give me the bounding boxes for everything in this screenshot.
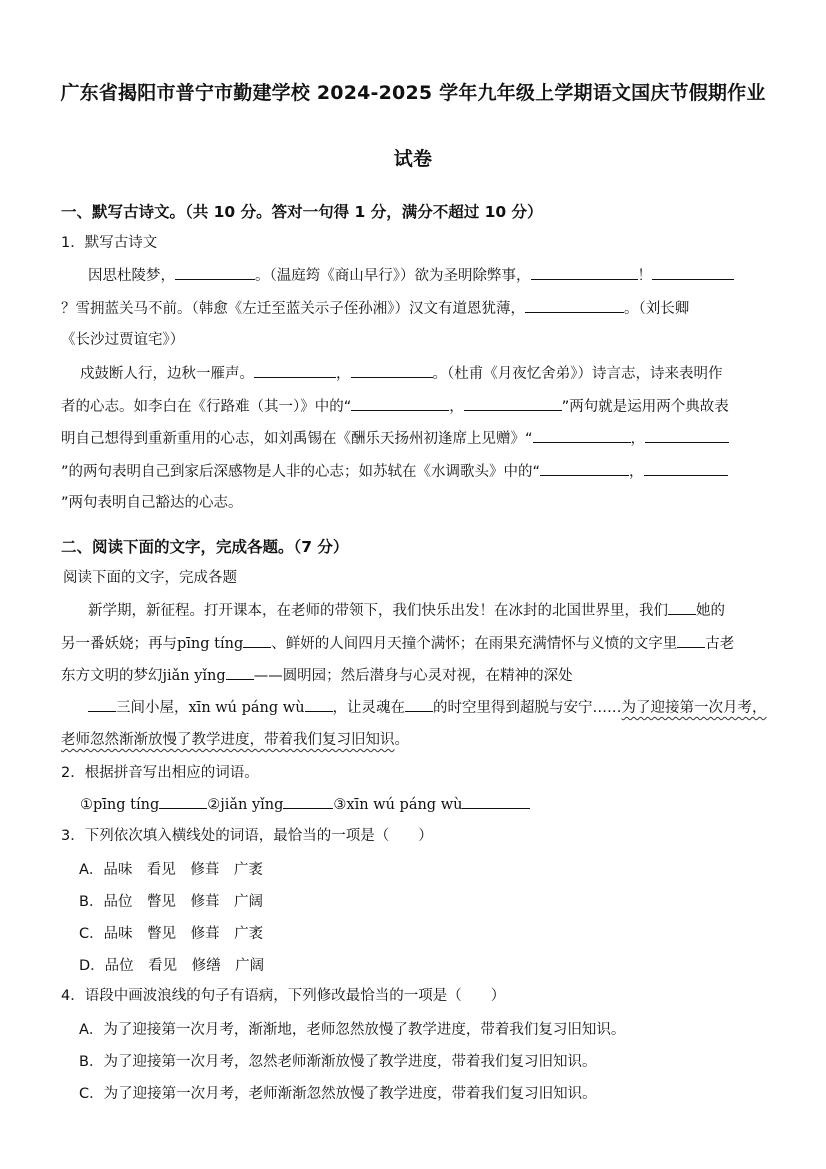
answer-blank[interactable] xyxy=(351,363,433,378)
question-3-label: 3．下列依次填入横线处的词语，最恰当的一项是（ ） xyxy=(61,828,433,844)
poem-line-1: 因思杜陵梦， 。（温庭筠《商山早行》）欲为圣明除弊事， ！ xyxy=(88,265,734,286)
question-1-label: 1．默写古诗文 xyxy=(61,235,158,251)
reading-line-2: 另一番妖娆；再与pīng tíng 、鲜妍的人间四月天撞个满怀；在雨果充满情怀与义愤的文字里 古老 xyxy=(61,633,734,654)
wavy-underlined-sentence: 为了迎接第一次月考， xyxy=(621,700,767,716)
section-1-heading: 一、默写古诗文。（共 10 分。答对一句得 1 分，满分不超过 10 分） xyxy=(61,203,543,221)
document-title: 广东省揭阳市普宁市勤建学校 2024-2025 学年九年级上学期语文国庆节假期作业 xyxy=(60,82,766,104)
reading-line-1: 新学期，新征程。打开课本，在老师的带领下，我们快乐出发！在冰封的北国世界里，我们 她的 xyxy=(88,600,725,621)
question-3-option-a[interactable]: A．品味 看见 修葺 广袤 xyxy=(79,862,263,878)
question-3-option-d[interactable]: D．品位 看见 修缮 广阔 xyxy=(79,958,265,974)
answer-blank[interactable] xyxy=(175,265,255,280)
answer-blank[interactable] xyxy=(525,298,624,313)
answer-blank[interactable] xyxy=(283,794,333,809)
poem-line-3: 《长沙过贾谊宅》） xyxy=(61,332,185,348)
reading-line-5: 老师忽然渐渐放慢了教学进度，带着我们复习旧知识。 xyxy=(61,732,409,748)
answer-blank[interactable] xyxy=(531,265,638,280)
section-2-heading: 二、阅读下面的文字，完成各题。（7 分） xyxy=(61,538,349,556)
answer-blank[interactable] xyxy=(243,633,271,648)
answer-blank[interactable] xyxy=(645,428,729,443)
answer-blank[interactable] xyxy=(159,794,207,809)
reading-intro: 阅读下面的文字，完成各题 xyxy=(63,570,237,586)
document-title-continued: 试卷 xyxy=(393,148,433,170)
poem-line-4: 戍鼓断人行，边秋一雁声。 ， 。（杜甫《月夜忆舍弟》）诗言志，诗来表明作 xyxy=(80,363,723,384)
answer-blank[interactable] xyxy=(88,697,116,712)
answer-blank[interactable] xyxy=(462,794,530,809)
poem-line-6: 明自己想得到重新重用的心志，如刘禹锡在《酬乐天扬州初逢席上见赠》“ ， xyxy=(61,428,729,449)
poem-line-8: ”两句表明自己豁达的心志。 xyxy=(61,495,243,511)
reading-line-3: 东方文明的梦幻jiǎn yǐng ——圆明园；然后潜身与心灵对视，在精神的深处 xyxy=(61,665,573,686)
poem-line-7: ”的两句表明自己到家后深感物是人非的心志；如苏轼在《水调歌头》中的“ ， xyxy=(61,461,728,482)
answer-blank[interactable] xyxy=(464,396,562,411)
answer-blank[interactable] xyxy=(652,265,734,280)
answer-blank[interactable] xyxy=(644,461,728,476)
question-4-option-c[interactable]: C．为了迎接第一次月考，老师渐渐忽然放慢了教学进度，带着我们复习旧知识。 xyxy=(79,1086,597,1102)
answer-blank[interactable] xyxy=(405,697,433,712)
answer-blank[interactable] xyxy=(540,461,629,476)
question-3-option-c[interactable]: C．品味 瞥见 修葺 广袤 xyxy=(79,926,264,942)
wavy-underlined-sentence: 老师忽然渐渐放慢了教学进度，带着我们复习旧知识 xyxy=(61,732,395,748)
question-4-label: 4．语段中画波浪线的句子有语病，下列修改最恰当的一项是（ ） xyxy=(61,988,506,1004)
answer-blank[interactable] xyxy=(533,428,631,443)
poem-line-2: ？雪拥蓝关马不前。（韩愈《左迁至蓝关示子侄孙湘》）汉文有道恩犹薄， 。（刘长卿 xyxy=(61,298,689,319)
answer-blank[interactable] xyxy=(677,633,705,648)
answer-blank[interactable] xyxy=(226,665,254,680)
answer-blank[interactable] xyxy=(668,600,696,615)
reading-line-4: 三间小屋，xīn wú páng wù ，让灵魂在 的时空里得到超脱与安宁……为了迎接第一次月考， xyxy=(88,697,767,718)
poem-line-5: 者的心志。如李白在《行路难（其一）》中的“ ， ”两句就是运用两个典故表 xyxy=(61,396,729,417)
question-3-option-b[interactable]: B．品位 瞥见 修葺 广阔 xyxy=(79,894,263,910)
question-2-label: 2．根据拼音写出相应的词语。 xyxy=(61,765,259,781)
answer-blank[interactable] xyxy=(254,363,336,378)
question-4-option-b[interactable]: B．为了迎接第一次月考，忽然老师渐渐放慢了教学进度，带着我们复习旧知识。 xyxy=(79,1054,597,1070)
question-2-items: ①pīng tíng ②jiǎn yǐng ③xīn wú páng wù xyxy=(80,794,530,815)
answer-blank[interactable] xyxy=(351,396,449,411)
answer-blank[interactable] xyxy=(305,697,333,712)
question-4-option-a[interactable]: A．为了迎接第一次月考，渐渐地，老师忽然放慢了教学进度，带着我们复习旧知识。 xyxy=(79,1022,626,1038)
